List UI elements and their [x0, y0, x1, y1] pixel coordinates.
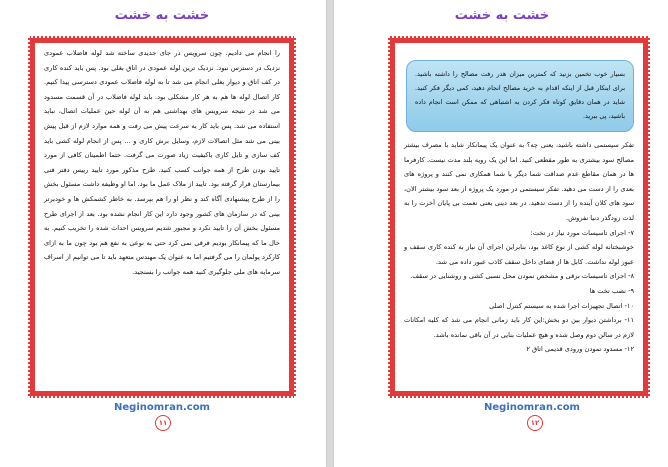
page-number: ۱۲ — [527, 415, 543, 431]
page-number: ۱۱ — [155, 415, 171, 431]
page-header: خشت به خشت — [454, 8, 550, 23]
page-header: خشت به خشت — [114, 8, 210, 23]
list-item: ۱۱- برداشتن دیوار بین دو بخش:این کار باید زمانی انجام می شد که کلیه امکانات لازم در سالن دوم وصل شده و هیچ عملیات بنایی در آن باقی نمانده باشد. — [404, 316, 634, 339]
page-border-frame — [388, 36, 650, 398]
right-page — [334, 0, 668, 467]
list-item: ۹- نصب تخت ها — [589, 286, 634, 295]
paragraph: خوشبختانه لوله کشی از نوع کاغذ بود، بنابراین اجرای آن نیاز به کنده کاری سقف و عبور لوله نداشت. کابل ها از فضای داخل سقف کاذب عبور داده می شد. — [404, 243, 634, 266]
paragraph: تفکر سیستمی داشته باشید، یعنی چه؟ به عنوان یک پیمانکار شاید با مصرف بیشتر مصالح سود بیشتری به طور مقطعی کنید. اما این یک رویه بلند مدت نیست. کارفرما ها در همان مقاطع عدم صداقت شما دیگر با شما همکاری نمی کنند و پروژه های بعدی را از دست می دهید. تفکر سیستمی در مورد یک پروژه از بعد سود بیشتر الان، سود های کلان آینده را از دست ندهید. در بعد دینی یعنی نعمت بی پایان آخرت را به لذت زودگذر دنیا نفروش. — [404, 141, 634, 222]
footer-website: Neginomran.com — [484, 402, 580, 413]
callout-box: بسیار خوب تخمین بزنید که کمترین میزان هدر رفت مصالح را داشته باشید. برای اینکار قبل از اینکه اقدام به خرید مصالح انجام دهید، کمی دیگر فکر کنید. شاید در همان دقایق کوتاه فکر کردن به اشتباهی که ممکن است انجام داده باشید، پی ببرید. — [406, 60, 634, 132]
paragraph: را انجام می دادیم. چون سرویس در جای جدیدی ساخته شد لوله فاضلاب عمودی نزدیک در دسترس نبود. نزدیک ترین لوله عمودی در اتاق بغلی بود. پس باید کنده کاری در کف اتاق و دیوار بغلی انجام می شد تا به لوله فاضلاب عمودی دسترسی پیدا کنیم. کار اتصال لوله ها هم به هر کار مشکلی بود. باید لوله فاضلاب در آن قسمت مسدود می شد در نتیجه سرویس های بهداشتی هم به آن لوله حین عملیات اتصال، نباید استفاده می شد. پس باید کار به سرعت پیش می رفت و همه موارد لازم از قبل پیش بینی می شد مثل اتصالات لازم، وسایل برش کاری و ... پس از انجام لوله کشی باید کف سازی و تایل کاری باکیفیت زیاد صورت می گرفت. حتما اطمینان کافی از مورد تایید بودن طرح از همه جوانب کسب کنید. طرح مذکور مورد تایید رییس دفتر فنی بیمارستان قرار گرفته بود. تایید از ملاک عمل ما بود. اما او وظیفه داشت مسئول بخش را از طرح پیشنهادی آگاه کند و نظر او را هم بپرسد. به خاطر کشمکش ها و خودبرتر بینی که در سازمان های کشور وجود دارد این کار انجام نشده بود. بعد از اجرای طرح مسئول بخش آن را تایید نکرد و مجبور شدیم سرویس احداث شده را تخریب کنیم. به حال ما که پیمانکار بودیم فرقی نمی کرد حتی به نوعی به نفع هم بود چون ما به ازای کارکرد پولمان را می گرفتیم اما به عنوان یک مهندس متعهد باید تا می توانیم از اسراف سرمایه های ملی جلوگیری کنید همه جوانب را بسنجید. — [44, 49, 280, 276]
left-page — [0, 0, 326, 467]
page-border-frame — [28, 36, 296, 398]
body-text — [404, 138, 634, 357]
list-item: ۱۰- اتصال تجهیزات اجرا شده به سیستم کنترل اصلی — [489, 301, 634, 310]
list-item: ۱۲- مسدود نمودن ورودی قدیمی اتاق ۲ — [526, 345, 634, 354]
list-item: ۸- اجرای تاسیسات برقی و مشخص نمودن محل نسبی کشی و روشنایی در سقف. — [410, 272, 634, 281]
footer-website: Neginomran.com — [114, 402, 210, 413]
list-item: ۷- اجرای تاسیسات مورد نیاز در تخت: — [530, 228, 634, 237]
body-text — [44, 46, 280, 280]
